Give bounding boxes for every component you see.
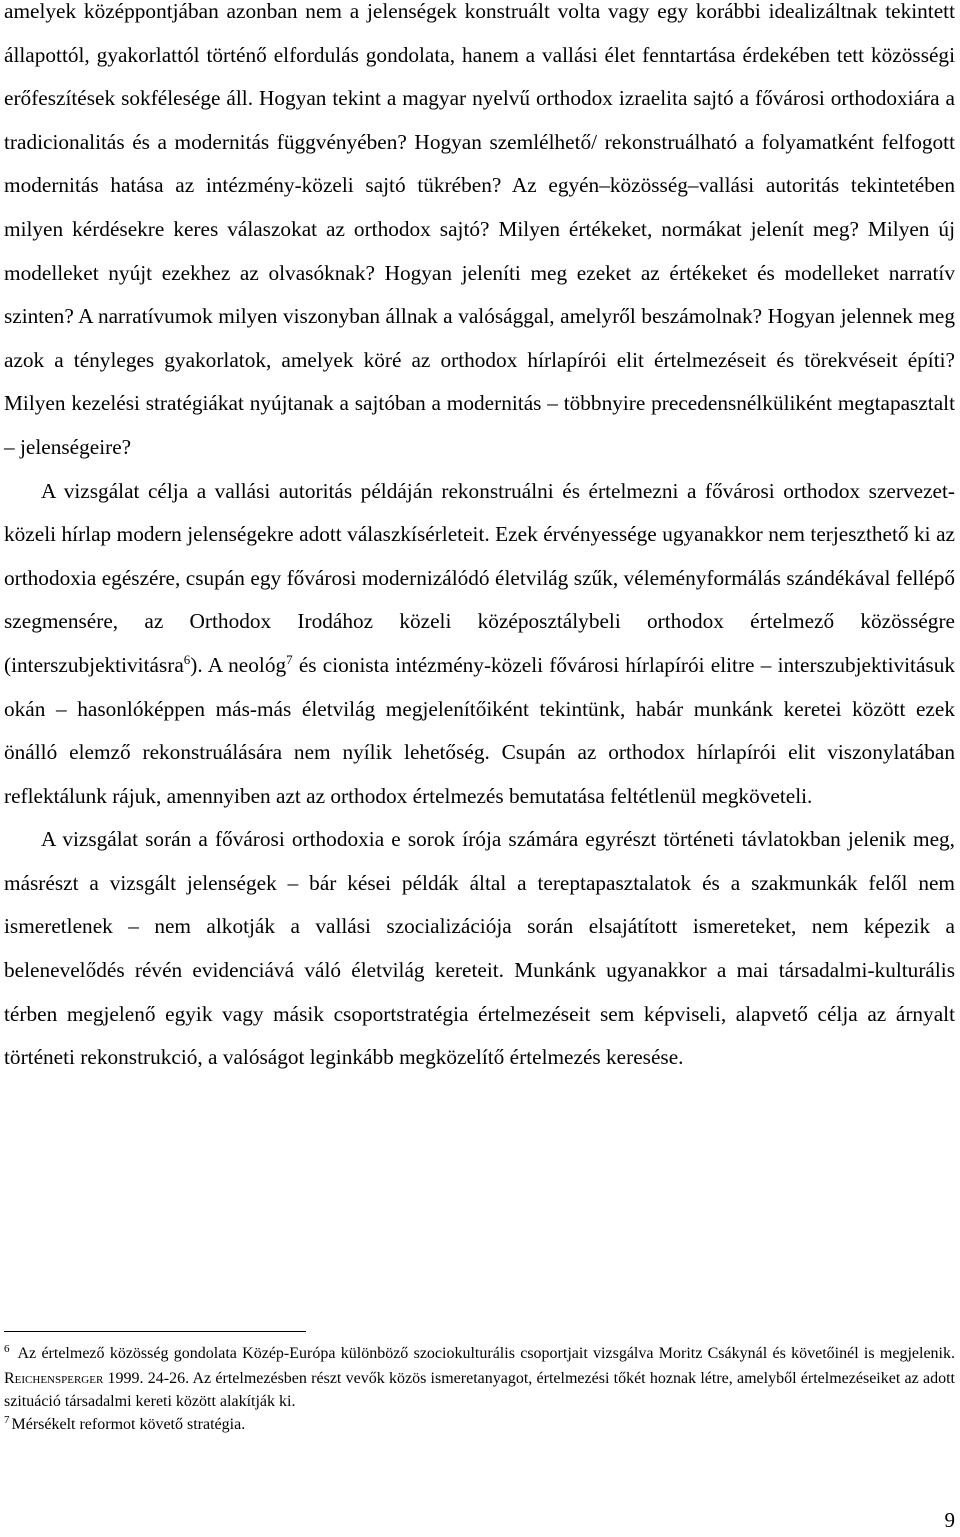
page-number: 9: [944, 1508, 955, 1532]
paragraph-2-part-1: A vizsgálat célja a vallási autoritás példáján rekonstruálni és értelmezni a fővárosi orthodox szervezet-közeli hírlap modern jelenségekre adott válaszkísérleteit. Ezek érvényessége ugyanakkor nem terjeszthető ki az orthodoxia egészére, csupán egy fővárosi modernizálódó életvilág szűk, véleményformálás szándékával fellépő szegmensére, az Orthodox Irodához közeli középosztálybeli orthodox értelmező közösségre (interszubjektivitásra: [4, 478, 955, 677]
footnote-separator: [4, 1331, 306, 1332]
paragraph-continued: [4, 0, 955, 470]
body-text: [4, 0, 955, 1080]
footnote-number: 7: [4, 1413, 10, 1426]
footnote-number: 6: [4, 1342, 10, 1355]
paragraph-1-opening: amelyek középpontjában azonban nem a jelenségek konstruált volta vagy egy korábbi idealizáltnak tekintett állapottól, gyakorlattól történő elfordulás gondolata, hanem a vallási élet fenntartása érdekében tett közösségi erőfeszítések sokfélesége áll.: [4, 0, 955, 111]
document-page: [4, 0, 955, 1090]
footnote-6: [4, 1342, 955, 1413]
paragraph-2-part-3: és cionista intézmény-közeli fővárosi hírlapírói elitre – interszubjektivitásuk okán – hasonlóképpen más-más életvilág megjelenítőiként tekintünk, habár munkánk keretei között ezek önálló elemző rekonstruálására nem nyílik lehetőség. Csupán az orthodox hírlapírói elit viszonylatában reflektálunk rájuk, amennyiben azt az orthodox értelmezés bemutatása feltétlenül megköveteli.: [4, 652, 955, 808]
footnote-7: [4, 1413, 955, 1438]
paragraph-1-questions: Hogyan tekint a magyar nyelvű orthodox izraelita sajtó a fővárosi orthodoxiára a tradicionalitás és a modernitás függvényében? Hogyan szemlélhető/ rekonstruálható a folyamatként felfogott modernitás hatása az intézmény-közeli sajtó tükrében? Az egyén–közösség–vallási autoritás tekintetében milyen kérdésekre keres válaszokat az orthodox sajtó? Milyen értékeket, normákat jelenít meg? Milyen új modelleket nyújt ezekhez az olvasóknak? Hogyan jeleníti meg ezeket az értékeket és modelleket narratív szinten? A narratívumok milyen viszonyban állnak a valósággal, amelyről beszámolnak? Hogyan jelennek meg azok a tényleges gyakorlatok, amelyek köré az orthodox hírlapírói elit értelmezéseit és törekvéseit építi? Milyen kezelési stratégiákat nyújtanak a sajtóban a modernitás – többnyire precedensnélküliként megtapasztalt – jelenségeire?: [4, 86, 955, 459]
paragraph-aim: [4, 470, 955, 819]
paragraph-method: A vizsgálat során a fővárosi orthodoxia e sorok írója számára egyrészt történeti távlatokban jelenik meg, másrészt a vizsgált jelenségek – bár kései példák által a tereptapasztalatok és a szakmunkák felől nem ismeretlenek – nem alkotják a vallási szocializációja során elsajátított ismereteket, nem képezik a belenevelődés révén evidenciává váló életvilág kereteit. Munkánk ugyanakkor a mai társadalmi-kulturális térben megjelenő egyik vagy másik csoportstratégia értelmezéseit sem képviseli, alapvető célja az árnyalt történeti rekonstrukció, a valóságot leginkább megközelítő értelmezés keresése.: [4, 827, 955, 1070]
footnote-author: Reichensperger: [4, 1370, 104, 1387]
footnote-text: Az értelmező közösség gondolata Közép-Európa különböző szociokulturális csoportjait vizsgálva Moritz Csákynál és követőinél is megjelenik.: [17, 1345, 955, 1362]
footnote-text: 1999. 24-26. Az értelmezésben részt vevők közös ismeretanyagot, értelmezési tőkét hoznak létre, amelyből értelmezéseiket az adott szituáció társadalmi kereti között alakítják ki.: [4, 1370, 955, 1410]
footnote-ref-7[interactable]: 7: [286, 651, 293, 667]
footnote-text: Mérsékelt reformot követő stratégia.: [11, 1416, 246, 1433]
paragraph-2-part-2: ). A neológ: [190, 652, 287, 677]
footnotes: [4, 1342, 955, 1438]
footnote-ref-6[interactable]: 6: [183, 651, 191, 667]
